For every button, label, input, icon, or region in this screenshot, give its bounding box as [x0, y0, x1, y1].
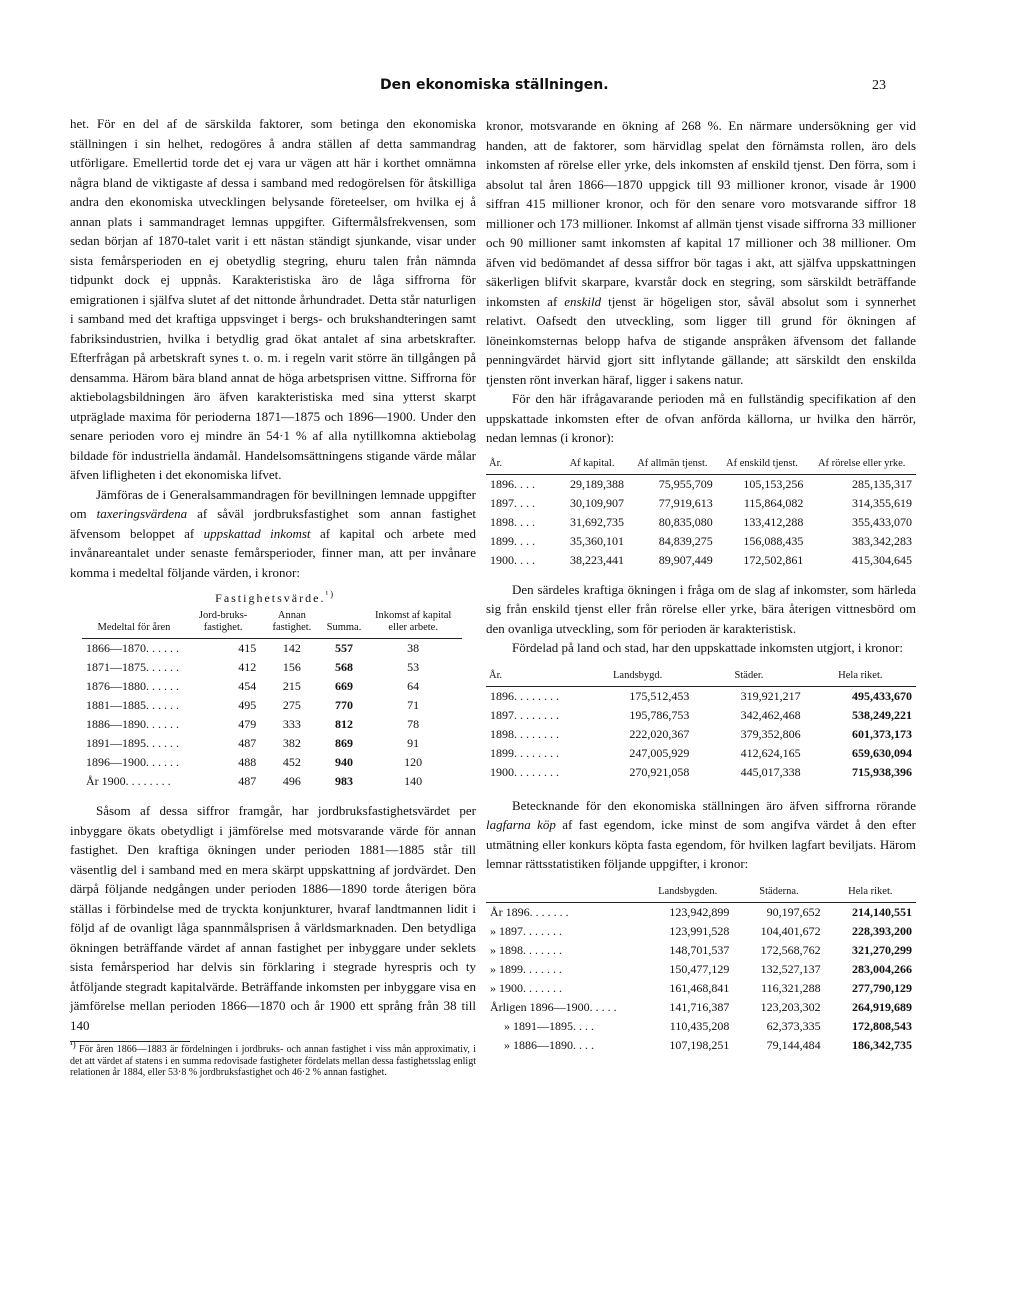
table4-cell: 104,401,672: [760, 923, 821, 938]
table3-header-whole-country: Hela riket.: [838, 669, 883, 681]
left-p2-text-b: af såväl jordbruksfastighet som annan fastighet äfvensom beloppet af: [70, 506, 476, 541]
table-row: 1897.... 30,109,907 77,919,613 115,864,082 314,355,619: [486, 494, 916, 513]
table2-header-public-service: Af allmän tjenst.: [637, 457, 708, 469]
table2-cell: 38,223,441: [570, 552, 625, 567]
table2-cell: 172,502,861: [743, 552, 804, 567]
table3-cell: 538,249,221: [852, 707, 912, 722]
table2-cell: 133,412,288: [743, 514, 804, 529]
table1-cell: 452: [282, 755, 301, 769]
table-row: 1881—1885...... 495 275 770 71: [82, 696, 462, 715]
table4-cell: År 1896: [490, 904, 530, 919]
table4-cell: 264,919,689: [852, 999, 912, 1014]
table4-cell: 123,942,899: [642, 902, 733, 922]
table-property-sales-value: [486, 884, 916, 1055]
table2-cell: 115,864,082: [743, 495, 804, 510]
table-row: 1897........ 195,786,753 342,462,468 538,249,221: [486, 706, 916, 725]
table3-cell: 1898: [490, 726, 514, 741]
table1-body: [82, 639, 462, 792]
table1-cell: 64: [407, 679, 420, 693]
table2-cell: 80,835,080: [658, 514, 713, 529]
table2-cell: 1898: [490, 514, 514, 529]
table3-cell: 270,921,058: [629, 764, 690, 779]
running-header-title: Den ekonomiska ställningen.: [380, 77, 609, 93]
table-row: Årligen 1896—1900..... 141,716,387 123,203,302 264,919,689: [486, 998, 916, 1017]
table3-cell: 379,352,806: [740, 726, 801, 741]
table4-cell: 214,140,551: [825, 902, 916, 922]
table4-cell: 161,468,841: [669, 980, 730, 995]
table4-cell: 90,197,652: [733, 902, 824, 922]
table3-cell: 195,786,753: [629, 707, 690, 722]
table4-cell: » 1900: [490, 980, 523, 995]
table3-cell: 1900: [490, 764, 514, 779]
table1-cell: 1886—1890: [86, 717, 146, 731]
table3-cell: 601,373,173: [852, 726, 912, 741]
table3-cell: 1897: [490, 707, 514, 722]
table1-cell: 1891—1895: [86, 736, 146, 750]
right-paragraph-5: [486, 796, 916, 874]
right-paragraph-4: Fördelad på land och stad, har den uppskattade inkomsten utgjort, i kronor:: [512, 640, 903, 655]
table1-cell: 770: [334, 698, 353, 712]
table-row: 1898.... 31,692,735 80,835,080 133,412,288 355,433,070: [486, 513, 916, 532]
table2-header-year: År.: [489, 457, 503, 469]
table2-cell: 314,355,619: [852, 495, 912, 510]
table2-cell: 29,189,388: [556, 474, 628, 494]
table-row: 1876—1880...... 454 215 669 64: [82, 677, 462, 696]
left-p2-emphasis-2: uppskattad inkomst: [203, 525, 311, 541]
table-row: 1896........ 175,512,453 319,921,217 495,433,670: [486, 686, 916, 706]
right-paragraph-2: För den här ifrågavarande perioden må en fullständig specifikation af den uppskattade inkomsten efter de ofvan anförda källorna, ur hvilka den härrör, nedan lemnas (i kronor):: [486, 391, 916, 445]
table1-cell: 940: [334, 755, 353, 769]
table1-cell: 53: [407, 660, 420, 674]
table2-cell: 35,360,101: [570, 533, 625, 548]
table4-cell: 228,393,200: [852, 923, 912, 938]
table-row: År 1896....... 123,942,899 90,197,652 214,140,551: [486, 902, 916, 922]
table-row: 1896—1900...... 488 452 940 120: [82, 753, 462, 772]
table1-cell: 869: [334, 736, 353, 750]
table3-cell: 412,624,165: [740, 745, 801, 760]
table-row: År 1900........ 487 496 983 140: [82, 772, 462, 791]
table4-cell: 283,004,266: [852, 961, 912, 976]
table1-cell: 454: [238, 679, 257, 693]
table3-cell: 1899: [490, 745, 514, 760]
table-row: 1899........ 247,005,929 412,624,165 659,630,094: [486, 744, 916, 763]
table-row: » 1886—1890.... 107,198,251 79,144,484 186,342,735: [486, 1036, 916, 1055]
table4-header-cities: Städerna.: [759, 885, 799, 897]
table3-cell: 222,020,367: [629, 726, 690, 741]
table1-header-agricultural: Jord-bruks-fastighet.: [198, 610, 248, 633]
right-p1-emphasis: enskild: [564, 293, 602, 309]
table4-header-period: [486, 884, 642, 903]
table2-cell: 383,342,283: [852, 533, 912, 548]
table4-cell: 132,527,137: [760, 961, 821, 976]
table1-cell: 275: [282, 698, 301, 712]
table2-cell: 77,919,613: [658, 495, 713, 510]
table3-header-year: År.: [489, 669, 503, 681]
table4-cell: 62,373,335: [766, 1018, 821, 1033]
table2-cell: 31,692,735: [570, 514, 625, 529]
table2-cell: 355,433,070: [852, 514, 912, 529]
table1-cell: 333: [282, 717, 301, 731]
table1-cell: 669: [334, 679, 353, 693]
table2-cell: 1897: [490, 495, 514, 510]
left-paragraph-3: Såsom af dessa siffror framgår, har jordbruksfastighetsvärdet per inbyggare ökats obetydligt i jämförelse med motsvarande värde för annan fastighet. Den kraftiga ökningen under perioden 1881—1885 står till väsentlig del i samband med en mera skärpt uppskattning af jordvärdet. Den därpå följande nedgången under perioden 1886—1890 torde återigen böra ställas i förbindelse med de tryckta konjunkturer, hvaraf landtmannen lidit i följd af de ovanligt låga spannmålsprisen å världsmarknaden. Den betydliga ökningen beträffande värdet af annan fastighet per inbyggare under seklets sista femårsperiod har delvis sin förklaring i stegrade hyrespris och ty åtföljande stegradt kapitalvärde. Beträffande inkomsten per inbyggare visa en jämförelse mellan perioden 1866—1870 och år 1900 ett språng från 38 till 140: [70, 803, 476, 1033]
table1-cell: 412: [238, 660, 257, 674]
table1-cell: 568: [334, 660, 353, 674]
right-p1-text-a: kronor, motsvarande en ökning af 268 %. En närmare undersökning ger vid handen, att de faktorer, som härvidlag spelat den förnämsta rollen, äro dels inkomsten af rörelse eller yrke, dels inkomsten af enskild tjenst. Den förra, som i absolut tal åren 1866—1870 uppgick till 93 millioner kronor, visade år 1900 siffran 415 millioner kronor, och för den senare voro motsvarande siffror 18 millioner och 173 millioner. Inkomst af allmän tjenst visade siffrorna 33 millioner och 90 millioner samt inkomsten af kapital 17 millioner och 38 millioner. Om äfven vid bedömandet af dessa siffror bör tagas i akt, att själfva uppskattningen säkerligen blifvit skarpare, kvarstår dock en stegring, som särskildt beträffande inkomsten af: [486, 118, 916, 309]
table-row: 1891—1895...... 487 382 869 91: [82, 734, 462, 753]
table1-cell: 71: [407, 698, 420, 712]
table-row: » 1897....... 123,991,528 104,401,672 228,393,200: [486, 922, 916, 941]
table4-cell: 148,701,537: [669, 942, 730, 957]
table3-header-rural: Landsbygd.: [613, 669, 663, 681]
table1-cell: 215: [282, 679, 301, 693]
table4-cell: 150,477,129: [669, 961, 730, 976]
left-column: [70, 114, 476, 1079]
table-row: 1896.... 29,189,388 75,955,709 105,153,256 285,135,317: [486, 474, 916, 494]
left-paragraph-2: [70, 485, 476, 583]
table1-cell: 557: [324, 639, 365, 659]
table-row: 1886—1890...... 479 333 812 78: [82, 715, 462, 734]
table3-cell: 495,433,670: [805, 686, 916, 706]
right-p1-text-b: tjenst är högeligen stor, såväl absolut som i synnerhet relativt. Oafsedt den utveckling, som ligger till grund för ökningen af löneinkomsternas belopp hafva de stigande anspråken äfvensom det fallande penningvärdet härvid gjort sitt inflytande gällande; att särskildt den enskilda tjensten rönt inverkan häraf, ligger i sakens natur.: [486, 293, 917, 387]
table2-cell: 30,109,907: [570, 495, 625, 510]
table1-cell: 1871—1875: [86, 660, 146, 674]
table4-cell: 107,198,251: [669, 1037, 730, 1052]
table1-cell: 495: [238, 698, 257, 712]
table1-header-income: Inkomst af kapital eller arbete.: [374, 610, 452, 633]
table4-cell: Årligen 1896—1900: [490, 999, 590, 1014]
table1-cell: 496: [282, 774, 301, 788]
left-p2-text-c: af kapital och arbete med invånareantalet under senaste femårsperioder, finner man, att per invånare komma i medeltal följande värden, i kronor:: [70, 525, 476, 580]
table1-cell: 812: [334, 717, 353, 731]
table4-cell: 123,991,528: [669, 923, 730, 938]
table2-cell: 89,907,449: [658, 552, 713, 567]
table2-cell: 285,135,317: [807, 474, 916, 494]
table1-cell: 487: [238, 736, 257, 750]
right-paragraph-1: [486, 116, 916, 389]
right-p5-text-a: Betecknande för den ekonomiska ställningen äro äfven siffrorna rörande: [512, 797, 916, 813]
table1-header-other-property: Annan fastighet.: [272, 610, 312, 633]
footnote-text: För åren 1866—1883 är fördelningen i jordbruks- och annan fastighet i viss mån approximativ, i det att värdet af statens i en summa redovisade fastigheter fördelats mellan dessa fastighetsslag enligt relationen år 1884, eller 53·8 % jordbruksfastighet och 46·2 % annan fastighet.: [70, 1044, 477, 1078]
table1-header-period: Medeltal för åren: [97, 622, 171, 633]
table4-header-whole-country: Hela riket.: [848, 885, 893, 897]
table1-cell: 1896—1900: [86, 755, 146, 769]
table1-cell: År 1900: [86, 774, 126, 788]
table2-cell: 75,955,709: [628, 474, 717, 494]
table2-cell: 156,088,435: [743, 533, 804, 548]
table4-cell: 79,144,484: [766, 1037, 821, 1052]
table4-cell: 186,342,735: [852, 1037, 912, 1052]
table3-cell: 715,938,396: [852, 764, 912, 779]
table2-cell: 1896: [490, 476, 514, 491]
right-p5-emphasis: lagfarna köp: [486, 817, 556, 832]
page-number: 23: [872, 78, 886, 93]
table1-cell: 488: [238, 755, 257, 769]
table-row: 1899.... 35,360,101 84,839,275 156,088,435 383,342,283: [486, 532, 916, 551]
table2-header-capital: Af kapital.: [569, 457, 615, 469]
table3-cell: 659,630,094: [852, 745, 912, 760]
table2-cell: 415,304,645: [852, 552, 912, 567]
table1-cell: 91: [407, 736, 420, 750]
table1-cell: 142: [260, 639, 323, 659]
table4-cell: » 1897: [490, 923, 523, 938]
table4-cell: 116,321,288: [761, 980, 821, 995]
table4-cell: 172,808,543: [852, 1018, 912, 1033]
table3-cell: 445,017,338: [740, 764, 801, 779]
table4-cell: 277,790,129: [852, 980, 912, 995]
footnote-divider: [70, 1041, 190, 1042]
left-paragraph-1: het. För en del af de särskilda faktorer, som betinga den ekonomiska ställningen i sin helhet, redogöres å andra ställen af detta sammandrag utförligare. Emellertid torde det ej vara ur vägen att här i korthet omnämna några bland de viktigaste af dessa i samband med redogörelsen för åtskilliga andra den ekonomiska utvecklingen belysande företeelser, om hvilka ej å annan plats i sammandraget lemnas uppgifter. Giftermålsfrekvensen, som sedan början af 1870-talet varit i ett nästan ständigt sjunkande, visar under sista femårsperioden en ej obetydlig stegring, ehuru talen från nämnda tidpunkt dock ej uppnås. Karakteristiska äro de låga siffrorna för emigrationen i själfva slutet af det nittonde århundradet. Detta står naturligen i samband med det kraftiga uppsvinget i bergs- och brukshandteringen samt fabriksindustrien, hvilka i betydlig grad ökat antalet af sina arbetskrafter. Efterfrågan på arbetskraft synes t. o. m. i regeln varit större än tillgången på densamma. Härom bära bland annat de höga arbetsprisen vittne. Siffrorna för aktiebolagsbildningen äro äfven karakteristiska med sina ytterst skarpt utpräglade maxima för perioderna 1871—1875 och 1896—1900. Under den senare perioden voro ej mindre än 54·1 % af alla nytillkomna aktiebolag bildade för industriella ändamål. Handelsomsättningens stigande värde målar äfven lifligheten i det ekonomiska lifvet.: [70, 116, 476, 482]
table4-cell: 110,435,208: [669, 1018, 730, 1033]
table-row: 1866—1870...... 415 142 557 38: [82, 639, 462, 659]
table3-cell: 342,462,468: [740, 707, 801, 722]
footnote: [70, 1039, 477, 1079]
table-row: 1900.... 38,223,441 89,907,449 172,502,861 415,304,645: [486, 551, 916, 570]
table-income-land-city: [486, 668, 916, 782]
table2-cell: 1899: [490, 533, 514, 548]
table-row: » 1898....... 148,701,537 172,568,762 321,270,299: [486, 941, 916, 960]
table1-group-header-text: Fastighetsvärde.: [215, 591, 326, 605]
left-p2-text-a: Jämföras de i Generalsammandragen för bevillningen lemnade uppgifter om: [70, 486, 476, 521]
table1-cell: 487: [238, 774, 257, 788]
table4-cell: » 1886—1890: [504, 1037, 573, 1052]
table3-cell: 1896: [490, 688, 514, 703]
table-row: » 1891—1895.... 110,435,208 62,373,335 172,808,543: [486, 1017, 916, 1036]
table1-cell: 415: [186, 639, 260, 659]
table-row: » 1899....... 150,477,129 132,527,137 283,004,266: [486, 960, 916, 979]
table-row: » 1900....... 161,468,841 116,321,288 277,790,129: [486, 979, 916, 998]
table3-cell: 247,005,929: [629, 745, 690, 760]
footnote-mark: ¹): [70, 1039, 76, 1050]
table2-cell: 105,153,256: [717, 474, 808, 494]
table1-cell: 120: [404, 755, 423, 769]
table1-header-sum: Summa.: [326, 622, 362, 633]
table1-cell: 1876—1880: [86, 679, 146, 693]
table1-cell: 78: [407, 717, 420, 731]
table1-group-footnote-mark: ¹): [325, 589, 336, 599]
table4-cell: » 1899: [490, 961, 523, 976]
right-column: [486, 116, 916, 1055]
table-income-by-source: [486, 456, 916, 570]
table1-cell: 38: [364, 639, 462, 659]
table3-cell: 319,921,217: [693, 686, 804, 706]
right-paragraph-3: Den särdeles kraftiga ökningen i fråga om de slag af inkomster, som härleda sig från enskild tjenst eller från rörelse eller yrke, bära återigen vittnesbörd om den ovanliga utveckling, som för perioden är karakteristisk.: [486, 581, 916, 636]
table2-cell: 84,839,275: [658, 533, 713, 548]
table-row: 1871—1875...... 412 156 568 53: [82, 658, 462, 677]
right-p5-text-b: af fast egendom, icke minst de som angifva värdet å den efter utmätning eller konkurs köpta fasta egendom, för hvilken lagfart beviljats. Härom lemnar rättsstatistiken följande uppgifter, i kronor:: [486, 817, 916, 871]
table3-header-cities: Städer.: [734, 669, 764, 681]
table2-cell: 1900: [490, 552, 514, 567]
table1-cell: 983: [334, 774, 353, 788]
table4-cell: 123,203,302: [760, 999, 821, 1014]
table2-header-business: Af rörelse eller yrke.: [817, 457, 906, 469]
table3-cell: 175,512,453: [582, 686, 693, 706]
table4-header-rural: Landsbygden.: [658, 885, 718, 897]
table1-cell: 382: [282, 736, 301, 750]
left-p2-emphasis-1: taxeringsvärdena: [96, 506, 188, 521]
table4-cell: 141,716,387: [669, 999, 730, 1014]
table1-group-header: [186, 590, 364, 608]
table1-cell: 140: [404, 774, 423, 788]
table4-cell: 172,568,762: [760, 942, 821, 957]
table-property-value-per-capita: [82, 590, 462, 791]
table1-cell: 479: [238, 717, 257, 731]
table4-cell: 321,270,299: [852, 942, 912, 957]
table4-cell: » 1891—1895: [504, 1018, 573, 1033]
table-row: 1900........ 270,921,058 445,017,338 715,938,396: [486, 763, 916, 782]
table1-cell: 1881—1885: [86, 698, 146, 712]
table4-cell: » 1898: [490, 942, 523, 957]
table1-cell: 1866—1870: [86, 641, 146, 655]
table2-header-private-service: Af enskild tjenst.: [726, 457, 799, 469]
table1-cell: 156: [282, 660, 301, 674]
table-row: 1898........ 222,020,367 379,352,806 601,373,173: [486, 725, 916, 744]
